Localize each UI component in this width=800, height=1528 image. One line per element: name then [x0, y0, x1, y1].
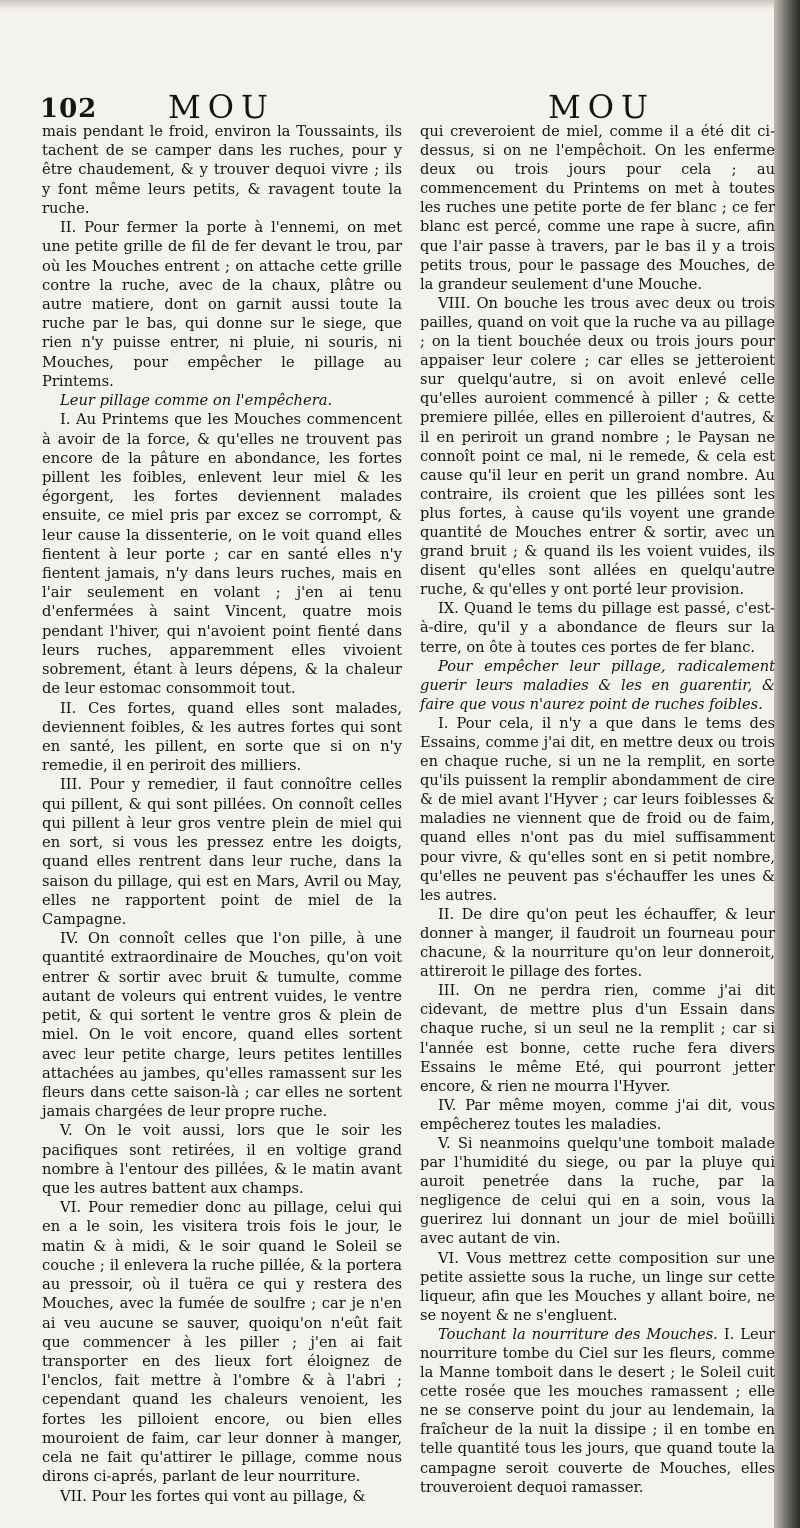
paragraph: II. De dire qu'on peut les échauffer, & leur donner à manger, il faudroit un fourneau pour chacune, & la nourriture qu'on leur donneroit, attireroit le pillage des fortes.	[420, 905, 775, 981]
paragraph: I. Pour cela, il n'y a que dans le tems des Essains, comme j'ai dit, en mettre deux ou trois en chaque ruche, si un ne la remplit, en sorte qu'ils puissent la remplir abondamment de cire & de miel avant l'Hyver ; car leurs foiblesses & maladies ne viennent que de froid ou de faim, quand elles n'ont pas du miel suffisamment pour vivre, & qu'elles sont en si petit nombre, qu'elles ne peuvent pas s'échauffer les unes & les autres.	[420, 714, 775, 904]
paragraph: VII. Pour les fortes qui vont au pillage, &	[60, 1487, 366, 1505]
paragraph: III. Pour y remedier, il faut connoître celles qui pillent, & qui sont pillées. On connoît celles qui pillent à leur gros ventre plein de miel qui en sort, si vous les pressez entre les doigts, quand elles rentrent dans leur ruche, dans la saison du pillage, qui est en Mars, Avril ou May, elles ne rapportent point de miel de la Campagne.	[42, 776, 402, 928]
running-head-left: MOU	[168, 88, 275, 126]
right-column	[420, 122, 775, 1512]
paragraph-continued: qui creveroient de miel, comme il a été dit ci-dessus, si on ne l'empêchoit. On les enferme deux ou trois jours pour cela ; au commencement du Printems on met à toutes les ruches une petite porte de fer blanc ; ce fer blanc est percé, comme une rape à sucre, afin que l'air passe à travers, par le bas il y a trois petits trous, pour le passage des Mouches, de la grandeur seulement d'une Mouche.	[420, 123, 775, 293]
paragraph	[420, 1325, 775, 1497]
paragraph: III. On ne perdra rien, comme j'ai dit cidevant, de mettre plus d'un Essain dans chaque ruche, si un seul ne la remplit ; car si l'année est bonne, cette ruche fera divers Essains le même Eté, qui pourront jetter encore, & rien ne mourra l'Hyver.	[420, 982, 775, 1095]
paragraph: VI. Vous mettrez cette composition sur une petite assiette sous la ruche, un linge sur cette liqueur, afin que les Mouches y allant boire, ne se noyent & ne s'engluent.	[420, 1249, 775, 1324]
left-column	[42, 122, 402, 1512]
section-heading: Pour empêcher leur pillage, radicalement guerir leurs maladies & les en guarentir, & faire que vous n'aurez point de ruches foibles.	[420, 657, 775, 713]
section-heading: Leur pillage comme on l'empêchera.	[60, 392, 333, 410]
paragraph: II. Pour fermer la porte à l'ennemi, on met une petite grille de fil de fer devant le trou, par où les Mouches entrent ; on attache cette grille contre la ruche, avec de la chaux, plâtre ou autre matiere, dont on garnit aussi toute la ruche par le bas, qui donne sur le siege, que rien n'y puisse entrer, ni pluie, ni souris, ni Mouches, pour empêcher le pillage au Printems.	[42, 219, 402, 390]
page-header	[0, 84, 780, 124]
paragraph-continued: mais pendant le froid, environ la Toussaints, ils tachent de se camper dans les ruches, pour y être chaudement, & y trouver dequoi vivre ; ils y font même leurs petits, & ravagent toute la ruche.	[42, 123, 402, 217]
page-number: 102	[40, 94, 98, 124]
paragraph: VIII. On bouche les trous avec deux ou trois pailles, quand on voit que la ruche va au pillage ; on la tient bouchée deux ou trois jours pour appaiser leur colere ; car elles se jetteroient sur quelqu'autre, si on avoit enlevé celle qu'elles auroient commencé à piller ; & cette premiere pillée, elles en pilleroient d'autres, & il en periroit un grand nombre ; le Paysan ne connoît point ce mal, ni le remede, & cela est cause qu'il leur en perit un grand nombre. Au contraire, ils croient que les pillées sont les plus fortes, à cause qu'ils voyent une grande quantité de Mouches entrer & sortir, avec un grand bruit ; & quand ils les voient vuides, ils disent qu'elles sont allées en quelqu'autre ruche, & qu'elles y ont porté leur provision.	[420, 294, 775, 599]
page-top-shadow	[0, 0, 800, 10]
paragraph: I. Au Printems que les Mouches commencent à avoir de la force, & qu'elles ne trouvent pas encore de la pâture en abondance, les fortes pillent les foibles, enlevent leur miel & les égorgent, les fortes deviennent malades ensuite, ce miel pris par excez se corrompt, & leur cause la dissenterie, on le voit quand elles fientent à leur porte ; car en santé elles n'y fientent jamais, n'y dans leurs ruches, mais en l'air seulement en volant ; j'en ai tenu d'enfermées à saint Vincent, quatre mois pendant l'hiver, qui n'avoient point fienté dans leurs ruches, apparemment elles vivoient sobrement, étant à leurs dépens, & la chaleur de leur estomac consommoit tout.	[42, 411, 402, 698]
paragraph: VI. Pour remedier donc au pillage, celui qui en a le soin, les visitera trois fois le jour, le matin & à midi, & le soir quand le Soleil se couche ; il enlevera la ruche pillée, & la portera au pressoir, où il tuëra ce qui y restera des Mouches, avec la fumée de soulfre ; car je n'en ai veu aucune se sauver, quoiqu'on n'eût fait que commencer à les piller ; j'en ai fait transporter en des lieux fort éloignez de l'enclos, fait mettre à l'ombre & à l'abri ; cependant quand les chaleurs venoient, les fortes les pilloient encore, ou bien elles mouroient de faim, car leur donner à manger, cela ne fait qu'attirer le pillage, comme nous dirons ci-aprés, parlant de leur nourriture.	[42, 1199, 402, 1486]
paragraph: V. Si neanmoins quelqu'une tomboit malade par l'humidité du siege, ou par la pluye qui auroit penetrée dans la ruche, par la negligence de celui qui en a soin, vous la guerirez lui donnant un jour de miel boüilli avec autant de vin.	[420, 1134, 775, 1248]
running-head-right: MOU	[548, 88, 655, 126]
paragraph-text: I. Leur nourriture tombe du Ciel sur les fleurs, comme la Manne tomboit dans le desert ; le Soleil cuit cette rosée que les mouches ramassent ; elle ne se conserve point du jour au lendemain, la fraîcheur de la nuit la dissipe ; il en tombe en telle quantité tous les jours, que quand toute la campagne seroit couverte de Mouches, elles trouveroient dequoi ramasser.	[420, 1325, 775, 1496]
paragraph: II. Ces fortes, quand elles sont malades, deviennent foibles, & les autres fortes qui sont en santé, les pillent, en sorte que si on n'y remedie, il en periroit des milliers.	[42, 699, 402, 775]
paragraph: IV. Par même moyen, comme j'ai dit, vous empêcherez toutes les maladies.	[420, 1096, 775, 1133]
inline-heading: Touchant la nourriture des Mouches.	[438, 1325, 718, 1343]
paragraph: V. On le voit aussi, lors que le soir les pacifiques sont retirées, il en voltige grand nombre à l'entour des pillées, & le matin avant que les autres battent aux champs.	[42, 1122, 402, 1198]
page-binding-shadow	[774, 0, 800, 1528]
paragraph: IX. Quand le tems du pillage est passé, c'est-à-dire, qu'il y a abondance de fleurs sur la terre, on ôte à toutes ces portes de fer blanc.	[420, 600, 775, 656]
paragraph: IV. On connoît celles que l'on pille, à une quantité extraordinaire de Mouches, qu'on voit entrer & sortir avec bruit & tumulte, comme autant de voleurs qui entrent vuides, le ventre petit, & qui sortent le ventre gros & plein de miel. On le voit encore, quand elles sortent avec leur petite charge, leurs petites lentilles attachées au jambes, qu'elles ramassent sur les fleurs dans cette saison-là ; car elles ne sortent jamais chargées de leur propre ruche.	[42, 930, 402, 1121]
